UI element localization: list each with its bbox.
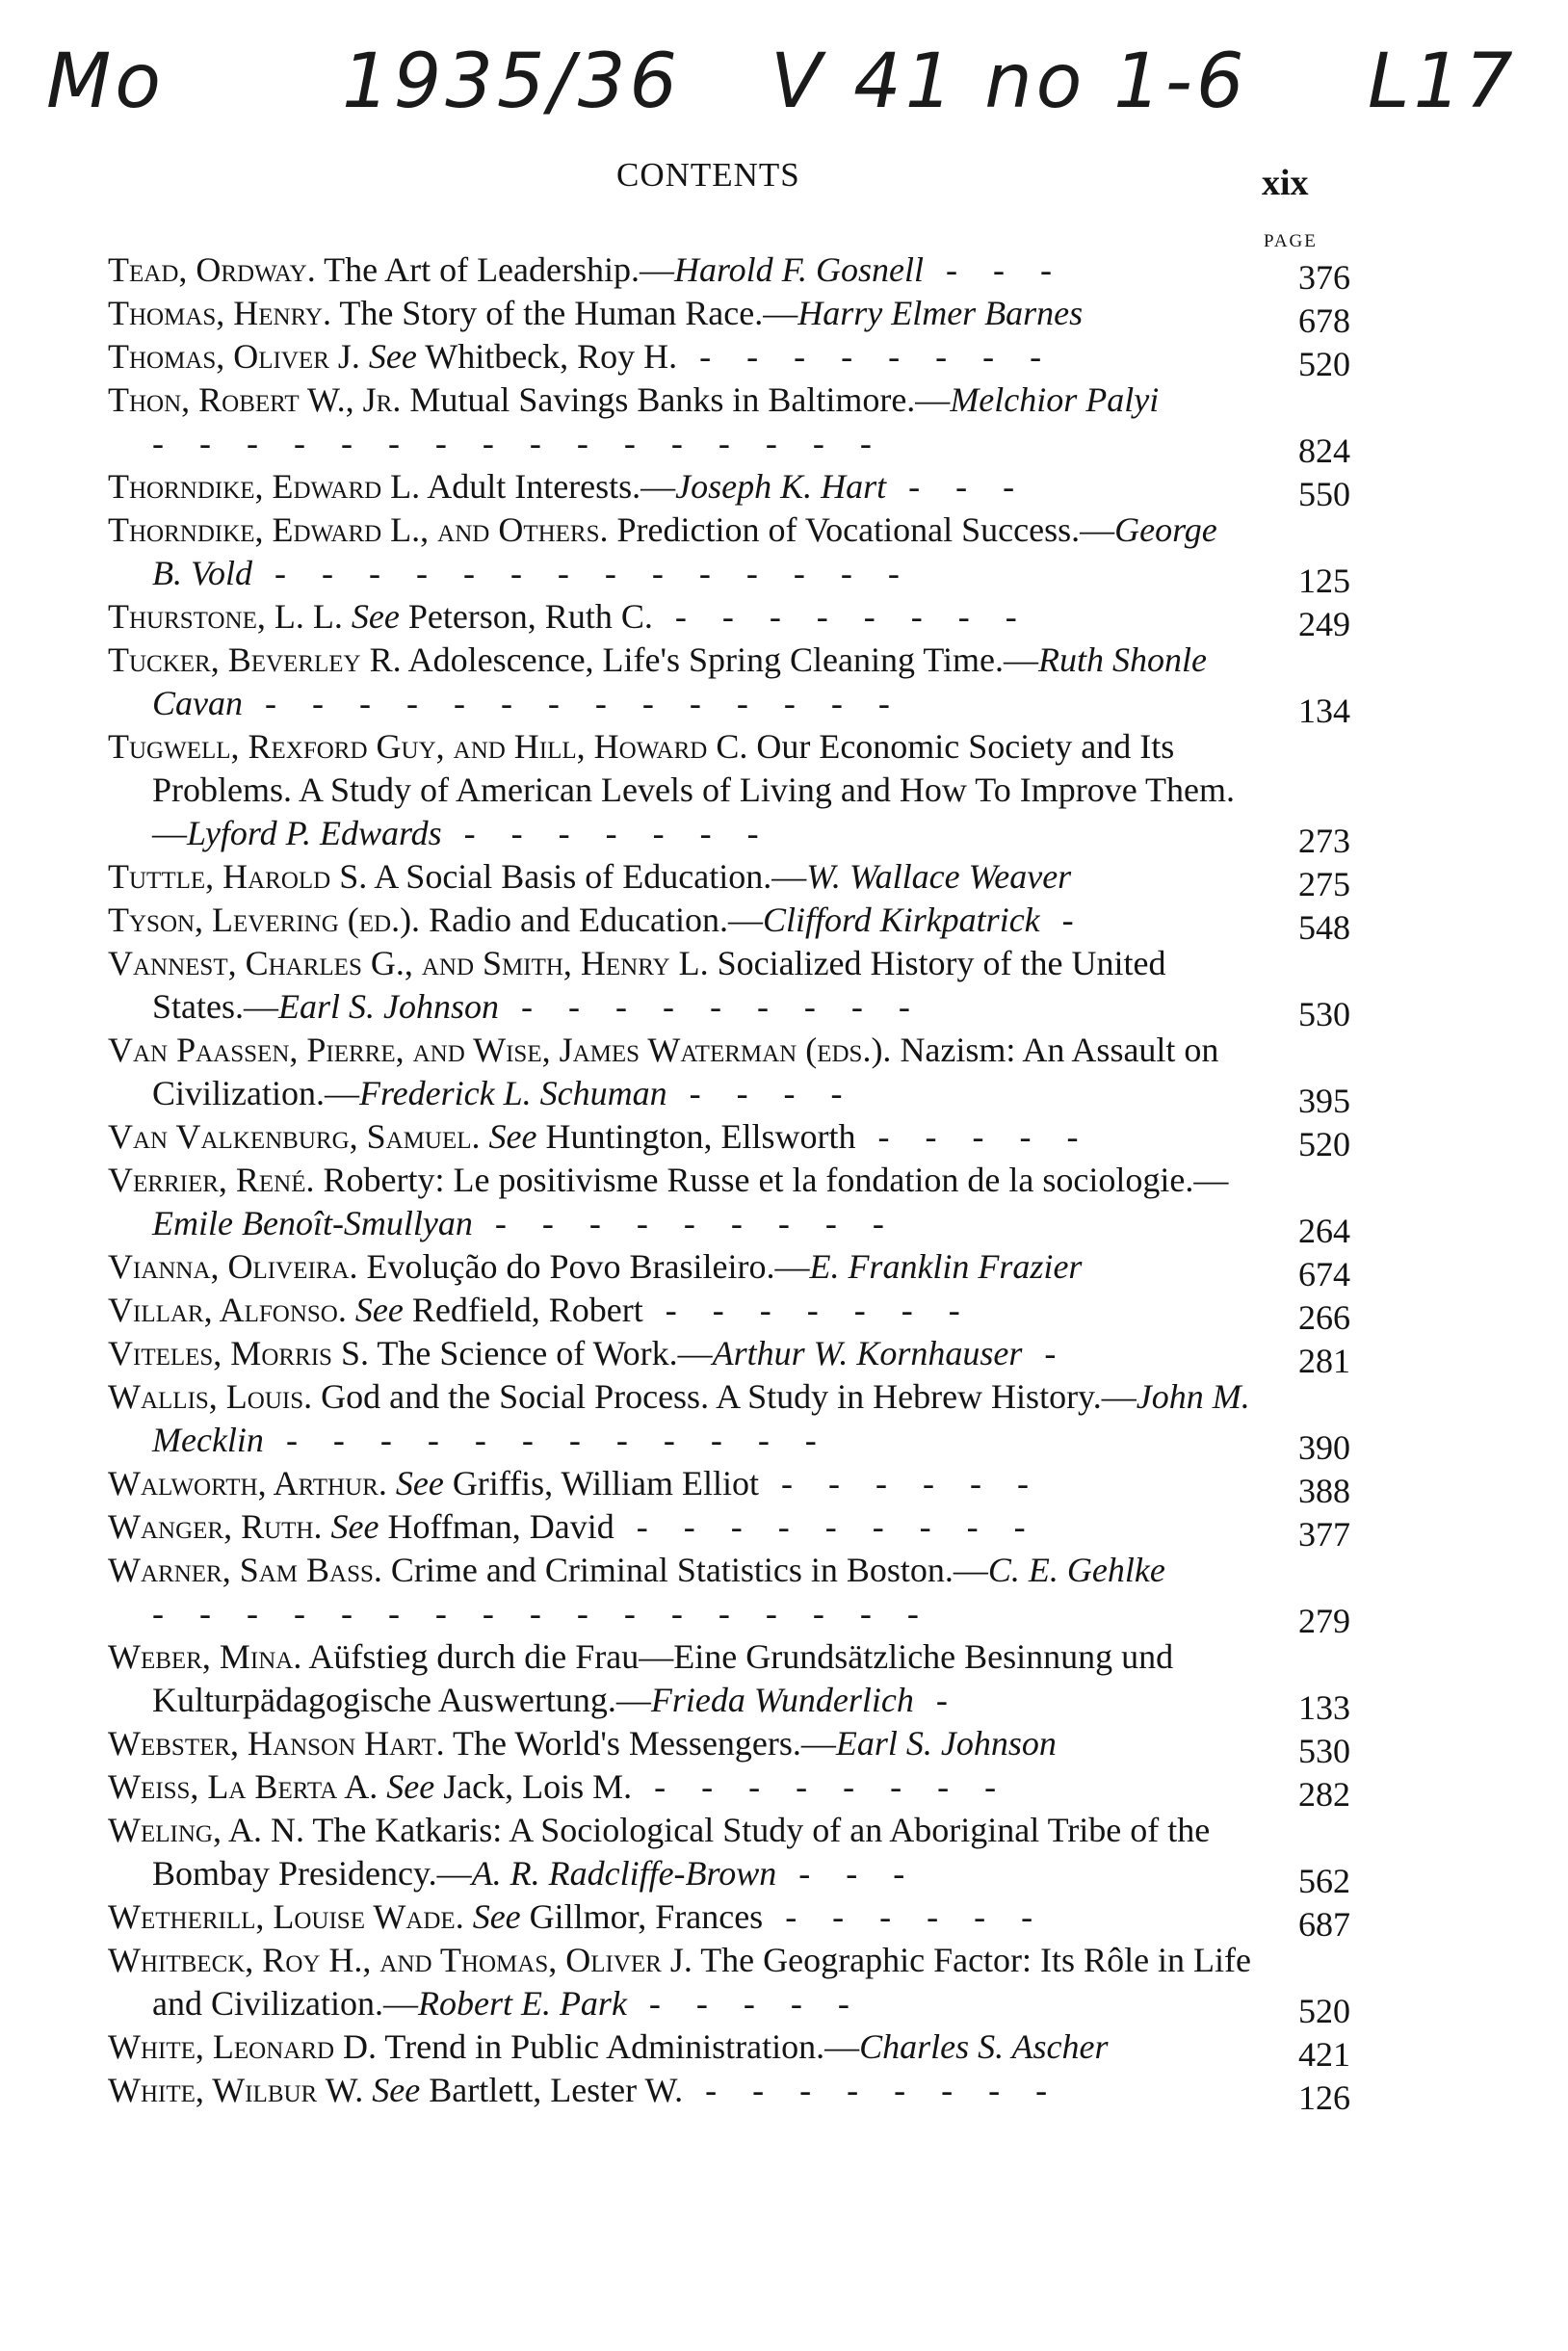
entry-see: See [368, 337, 417, 376]
entry-author: White, Wilbur W. [108, 2071, 364, 2109]
contents-entry [108, 1505, 1350, 1554]
entry-title: The Art of Leadership.— [324, 250, 674, 289]
entry-text [108, 248, 1254, 292]
entry-text [108, 1635, 1254, 1722]
entry-see: See [330, 1507, 379, 1546]
entry-title: A Social Basis of Education.— [374, 857, 807, 896]
entry-reviewer: E. Franklin Frazier [809, 1247, 1083, 1286]
entry-leaders: - - - - - - - - [677, 337, 1056, 376]
entry-text [108, 725, 1254, 855]
entry-author: Walworth, Arthur. [108, 1464, 387, 1502]
entry-author: Tyson, Levering (ed.). [108, 901, 421, 939]
contents-entry [108, 1549, 1350, 1640]
entry-page-number: 562 [1298, 1862, 1350, 1900]
entry-reviewer: John M. Mecklin [152, 1377, 1250, 1459]
entry-author: Tugwell, Rexford Guy, and Hill, Howard C. [108, 727, 748, 766]
handwritten-note-3: V 41 no 1-6 [771, 39, 1248, 125]
page-number: xix [1262, 163, 1309, 203]
contents-entry [108, 1635, 1350, 1727]
entry-title: Hoffman, David [387, 1507, 614, 1546]
entry-text [108, 1765, 1254, 1809]
entry-author: Thon, Robert W., Jr. [108, 380, 402, 419]
contents-entry [108, 725, 1350, 860]
entry-author: Vannest, Charles G., and Smith, Henry L. [108, 944, 709, 982]
entry-page-number: 376 [1298, 258, 1350, 297]
entry-text [108, 1289, 1254, 1332]
contents-entry [108, 379, 1350, 470]
entry-page-number: 395 [1298, 1082, 1350, 1120]
handwritten-annotation [39, 29, 1541, 154]
entry-see: See [386, 1767, 435, 1806]
entry-leaders: - - - - - - - - - [499, 987, 924, 1026]
entry-leaders: - [913, 1681, 961, 1719]
entry-author: Whitbeck, Roy H., and Thomas, Oliver J. [108, 1941, 693, 1979]
entry-title: Mutual Savings Banks in Baltimore.— [409, 380, 951, 419]
entry-leaders: - - - - - - [763, 1897, 1047, 1936]
entry-title: Whitbeck, Roy H. [425, 337, 678, 376]
entry-leaders: - - - - - - - - [652, 597, 1031, 636]
entry-page-number: 421 [1298, 2035, 1350, 2074]
entry-see: See [488, 1117, 537, 1156]
contents-entry [108, 292, 1350, 340]
entry-author: Van Valkenburg, Samuel. [108, 1117, 481, 1156]
entry-text [108, 1549, 1254, 1635]
entry-title: Crime and Criminal Statistics in Boston.— [390, 1551, 988, 1589]
entry-page-number: 520 [1298, 1992, 1350, 2030]
entry-reviewer: Ruth Shonle Cavan [152, 640, 1208, 722]
entry-author: Wallis, Louis. [108, 1377, 313, 1416]
entry-title: The Geographic Factor: Its Rôle in Life and Civilization.— [152, 1941, 1252, 2023]
entry-reviewer: Lyford P. Edwards [187, 814, 442, 852]
contents-entry [108, 595, 1350, 643]
contents-entry [108, 1722, 1350, 1770]
entry-text [108, 509, 1254, 595]
entry-page-number: 530 [1298, 1732, 1350, 1770]
page-title: CONTENTS [616, 156, 800, 194]
entry-page-number: 388 [1298, 1472, 1350, 1510]
entry-title: The Katkaris: A Sociological Study of an Aboriginal Tribe of the Bombay Presidency.— [152, 1811, 1211, 1893]
contents-entry [108, 1115, 1350, 1163]
entry-author: Thomas, Henry. [108, 294, 331, 332]
entry-leaders: - - - - - - - - - [472, 1204, 898, 1242]
contents-entry [108, 1245, 1350, 1293]
entry-page-number: 134 [1298, 692, 1350, 730]
entry-page-number: 282 [1298, 1775, 1350, 1814]
contents-entry [108, 1332, 1350, 1380]
entry-see: See [472, 1897, 521, 1936]
entry-author: Thomas, Oliver J. [108, 337, 360, 376]
entry-leaders: - - - [886, 467, 1029, 506]
entry-author: Van Paassen, Pierre, and Wise, James Waterman (eds.). [108, 1031, 892, 1069]
entry-title: Jack, Lois M. [443, 1767, 633, 1806]
entry-page-number: 674 [1298, 1255, 1350, 1293]
contents-entry [108, 1895, 1350, 1944]
entry-leaders: - [1022, 1334, 1070, 1372]
entry-leaders: - - - - - [626, 1984, 863, 2023]
entry-leaders: - - - - - - - - - [614, 1507, 1039, 1546]
entry-reviewer: Frieda Wunderlich [650, 1681, 914, 1719]
entry-text [108, 1895, 1254, 1939]
entry-title: Nazism: An Assault on Civilization.— [152, 1031, 1219, 1112]
entry-page-number: 125 [1298, 562, 1350, 600]
entry-leaders: - - - - - - - - [632, 1767, 1010, 1806]
entry-leaders: - - - [924, 250, 1065, 289]
entry-text [108, 595, 1254, 639]
contents-entry [108, 248, 1350, 297]
entry-author: Vianna, Oliveira. [108, 1247, 358, 1286]
page-column-label: PAGE [1264, 231, 1318, 251]
contents-entry [108, 1462, 1350, 1510]
entry-title: Our Economic Society and Its Problems. A Study of American Levels of Living and How To Improve Them.— [152, 727, 1235, 852]
entry-title: The Science of Work.— [377, 1334, 713, 1372]
entry-see: See [354, 1291, 404, 1329]
entry-text [108, 1159, 1254, 1245]
entry-page-number: 390 [1298, 1428, 1350, 1467]
entry-text [108, 1809, 1254, 1895]
entry-reviewer: George B. Vold [152, 510, 1217, 592]
entry-page-number: 281 [1298, 1342, 1350, 1380]
entry-text [108, 1115, 1254, 1159]
entry-author: Thorndike, Edward L. [108, 467, 421, 506]
entry-title: Peterson, Ruth C. [407, 597, 653, 636]
entry-text [108, 1029, 1254, 1115]
handwritten-note-1: Mo [46, 39, 166, 125]
contents-entry [108, 1375, 1350, 1467]
handwritten-note-2: 1935/36 [342, 39, 682, 125]
running-header [0, 154, 1568, 212]
contents-entry [108, 1159, 1350, 1250]
entry-reviewer: Harry Elmer Barnes [797, 294, 1084, 332]
entry-text [108, 1939, 1254, 2025]
entry-title: Griffis, William Elliot [452, 1464, 760, 1502]
entry-reviewer: Clifford Kirkpatrick [762, 901, 1040, 939]
entry-reviewer: Robert E. Park [417, 1984, 627, 2023]
entry-text [108, 1375, 1254, 1462]
entry-text [108, 2069, 1254, 2112]
entry-author: Warner, Sam Bass. [108, 1551, 382, 1589]
entry-title: God and the Social Process. A Study in Hebrew History.— [321, 1377, 1137, 1416]
entry-leaders: - - - - - [855, 1117, 1092, 1156]
entry-title: Aüfstieg durch die Frau—Eine Grundsätzliche Besinnung und Kulturpädagogische Auswertung.— [152, 1637, 1174, 1719]
entry-leaders: - - - - - - - - - - - - [263, 1421, 830, 1459]
entry-text [108, 855, 1254, 899]
entry-see: See [372, 2071, 421, 2109]
entry-reviewer: C. E. Gehlke [987, 1551, 1165, 1589]
entry-leaders: - [1039, 901, 1087, 939]
entry-author: Tuttle, Harold S. [108, 857, 368, 896]
entry-page-number: 550 [1298, 475, 1350, 513]
entry-reviewer: Earl S. Johnson [278, 987, 499, 1026]
entry-title: Bartlett, Lester W. [429, 2071, 684, 2109]
entry-author: Tucker, Beverley R. [108, 640, 402, 679]
entry-reviewer: Joseph K. Hart [675, 467, 887, 506]
entry-page-number: 530 [1298, 995, 1350, 1033]
contents-entry [108, 509, 1350, 600]
entry-page-number: 548 [1298, 908, 1350, 947]
entry-leaders: - - - - - - - [642, 1291, 974, 1329]
entry-leaders: - - - - - - - - - - - - - - - - [152, 424, 885, 462]
entry-leaders: - - - - - - - - [683, 2071, 1061, 2109]
entry-title: Radio and Education.— [429, 901, 763, 939]
entry-author: Webster, Hanson Hart. [108, 1724, 445, 1763]
entry-title: Redfield, Robert [411, 1291, 643, 1329]
entry-title: Huntington, Ellsworth [545, 1117, 856, 1156]
entry-page-number: 273 [1298, 822, 1350, 860]
entry-see: See [395, 1464, 444, 1502]
entry-page-number: 377 [1298, 1515, 1350, 1554]
entry-leaders: - - - - - - - - - - - - - - [252, 554, 913, 592]
entry-leaders: - - - - - - - - - - - - - - - - - [152, 1594, 932, 1633]
entry-text [108, 1505, 1254, 1549]
entry-leaders: - - - - - - [759, 1464, 1042, 1502]
entry-page-number: 687 [1298, 1905, 1350, 1944]
contents-entry [108, 639, 1350, 730]
contents-entry [108, 1939, 1350, 2030]
entry-leaders: - - - - - - - - - - - - - - [243, 684, 903, 722]
entry-page-number: 520 [1298, 1125, 1350, 1163]
entry-reviewer: Harold F. Gosnell [674, 250, 925, 289]
entry-leaders: - - - - - - - [441, 814, 772, 852]
entry-reviewer: Arthur W. Kornhauser [712, 1334, 1023, 1372]
contents-entry [108, 335, 1350, 383]
entry-reviewer: Earl S. Johnson [835, 1724, 1057, 1763]
entry-page-number: 520 [1298, 345, 1350, 383]
entry-page-number: 249 [1298, 605, 1350, 643]
entry-author: White, Leonard D. [108, 2027, 378, 2066]
contents-entry [108, 2025, 1350, 2074]
contents-entry [108, 1765, 1350, 1814]
entry-author: Wetherill, Louise Wade. [108, 1897, 464, 1936]
entry-page-number: 678 [1298, 301, 1350, 340]
contents-entry [108, 1029, 1350, 1120]
entry-page-number: 824 [1298, 431, 1350, 470]
entry-leaders: - - - - [666, 1074, 856, 1112]
entry-author: Villar, Alfonso. [108, 1291, 347, 1329]
entry-text [108, 2025, 1254, 2069]
entry-page-number: 275 [1298, 865, 1350, 903]
contents-entry [108, 2069, 1350, 2117]
entry-text [108, 1245, 1254, 1289]
entry-author: Verrier, René. [108, 1161, 315, 1199]
entry-page-number: 264 [1298, 1212, 1350, 1250]
entry-title: Evolução do Povo Brasileiro.— [366, 1247, 810, 1286]
contents-entry [108, 1809, 1350, 1900]
entry-text [108, 1462, 1254, 1505]
entry-reviewer: Frederick L. Schuman [358, 1074, 667, 1112]
entry-author: Wanger, Ruth. [108, 1507, 323, 1546]
contents-entry [108, 899, 1350, 947]
entry-text [108, 1332, 1254, 1375]
entry-title: Socialized History of the United States.— [152, 944, 1166, 1026]
entry-author: Weiss, La Berta A. [108, 1767, 379, 1806]
contents-entry [108, 465, 1350, 513]
entry-reviewer: A. R. Radcliffe-Brown [471, 1854, 777, 1893]
entry-author: Thorndike, Edward L., and Others. [108, 510, 609, 549]
entry-text [108, 292, 1254, 335]
entry-title: The World's Messengers.— [453, 1724, 836, 1763]
entry-page-number: 279 [1298, 1602, 1350, 1640]
entry-title: Adult Interests.— [427, 467, 676, 506]
contents-entry [108, 855, 1350, 903]
entry-author: Thurstone, L. L. [108, 597, 343, 636]
entry-title: Trend in Public Administration.— [384, 2027, 860, 2066]
entry-page-number: 126 [1298, 2078, 1350, 2117]
entry-text [108, 465, 1254, 509]
handwritten-note-4: L17 [1368, 39, 1517, 125]
entry-author: Weber, Mina. [108, 1637, 302, 1676]
entry-text [108, 379, 1254, 465]
entry-see: See [351, 597, 400, 636]
contents-list [108, 248, 1350, 2117]
contents-entry [108, 1289, 1350, 1337]
entry-text [108, 335, 1254, 379]
entry-title: Roberty: Le positivisme Russe et la fondation de la sociologie.— [323, 1161, 1229, 1199]
entry-title: The Story of the Human Race.— [339, 294, 798, 332]
entry-title: Prediction of Vocational Success.— [616, 510, 1115, 549]
entry-reviewer: Melchior Palyi [950, 380, 1160, 419]
entry-text [108, 1722, 1254, 1765]
entry-page-number: 133 [1298, 1688, 1350, 1727]
entry-title: Adolescence, Life's Spring Cleaning Time.— [407, 640, 1039, 679]
entry-reviewer: Charles S. Ascher [859, 2027, 1109, 2066]
entry-author: Tead, Ordway. [108, 250, 316, 289]
entry-title: Gillmor, Frances [529, 1897, 764, 1936]
entry-leaders: - - - [776, 1854, 919, 1893]
entry-page-number: 266 [1298, 1298, 1350, 1337]
entry-reviewer: Emile Benoît-Smullyan [152, 1204, 473, 1242]
entry-text [108, 639, 1254, 725]
entry-text [108, 899, 1254, 942]
entry-author: Viteles, Morris S. [108, 1334, 369, 1372]
entry-text [108, 942, 1254, 1029]
entry-reviewer: W. Wallace Weaver [806, 857, 1072, 896]
entry-author: Weling, A. N. [108, 1811, 304, 1849]
contents-entry [108, 942, 1350, 1033]
